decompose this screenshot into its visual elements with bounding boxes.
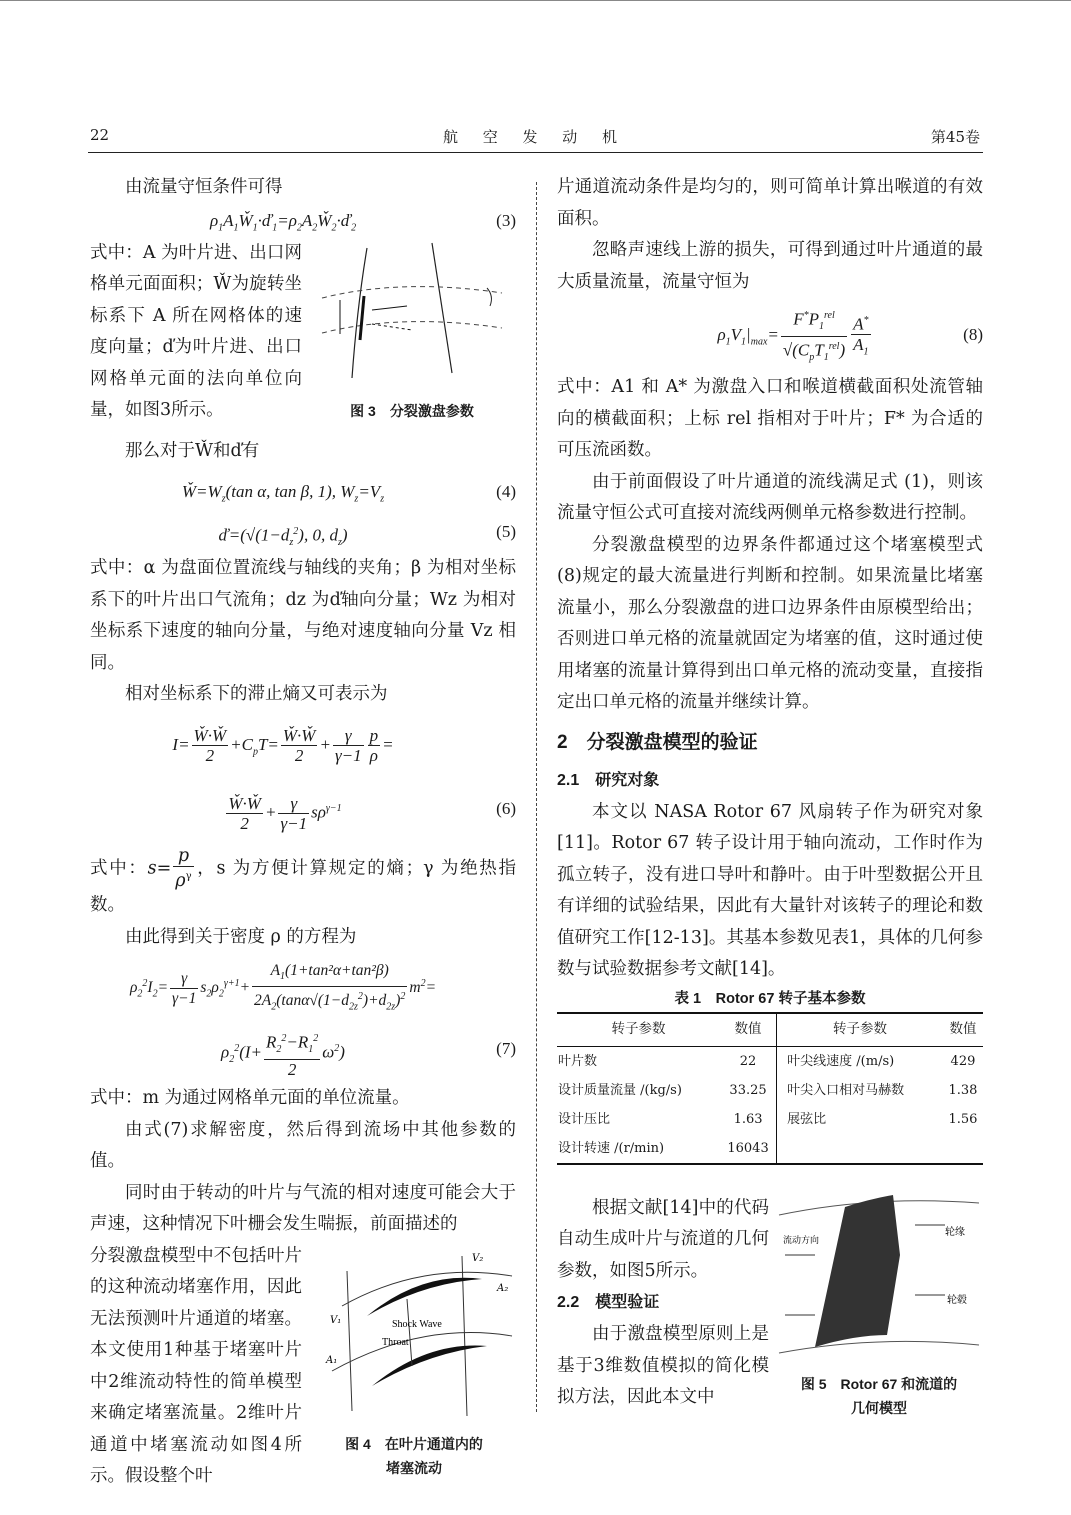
table-caption: 表 1 Rotor 67 转子基本参数 bbox=[674, 990, 866, 1007]
table-cell bbox=[943, 1134, 983, 1164]
paragraph: 式中：s= $\frac{p}{\rho^\gamma}$ ，s 为方便计算规定的熵；γ 为绝热指数。 bbox=[90, 845, 516, 916]
subsection-heading: 2.2 模型验证 bbox=[557, 1294, 660, 1311]
figure-5-caption-line-1: 图 5 Rotor 67 和流道的 bbox=[800, 1376, 958, 1392]
equation-number: (8) bbox=[963, 325, 983, 344]
table-cell: 33.25 bbox=[720, 1076, 777, 1105]
shock-wave-label: Shock Wave bbox=[392, 1318, 442, 1330]
paragraph: 式中：m 为通过网格单元面的单位流量。 bbox=[90, 1088, 410, 1109]
paragraph: 忽略声速线上游的损失，可得到通过叶片通道的最大质量流量，流量守恒为 bbox=[557, 240, 983, 292]
equation-6-line-1: I= $\frac{W̌\cdot W̌}{2}$ $+C_pT=$ $\frac{W̌\cdot W̌}{2}$ + $\frac{\gamma}{\gamma-1}$ $\frac{p}{\rho}$ = bbox=[172, 726, 394, 766]
paragraph: 分裂激盘模型的边界条件都通过这个堵塞模型式(8)规定的最大流量进行判断和控制。如果流量比堵塞流量小，那么分裂激盘的进口边界条件由原模型给出；否则进口单元格的流量就固定为堵塞的值，这时通过使用堵塞的流量计算得到出口单元格的流动变量，直接指定出口单元格的流量并继续计算。 bbox=[557, 534, 983, 712]
journal-title: 航 空 发 动 机 bbox=[442, 128, 628, 146]
paragraph: 同时由于转动的叶片与气流的相对速度可能会大于声速，这种情况下叶栅会发生喘振，前面描述的 bbox=[90, 1182, 516, 1235]
rotor-parameter-table bbox=[557, 1012, 983, 1165]
table-cell: 展弦比 bbox=[787, 1111, 827, 1127]
equation-6-line-2: $\frac{W̌\cdot W̌}{2}$ + $\frac{\gamma}{\gamma-1}$ $s\rho^{\gamma-1}$ (6) bbox=[90, 781, 516, 837]
equation-number: (7) bbox=[496, 1039, 516, 1059]
paragraph: 分裂激盘模型中不包括叶片的这种流动堵塞作用，因此无法预测叶片通道的堵塞。本文使用1种基于堵塞叶片中2维流动特性的简单模型来确定堵塞流量。2维叶片通道中堵塞流动如图4所示。假设整个叶 bbox=[90, 1245, 302, 1487]
figure-4-caption-line-1: 图 4 在叶片通道内的 bbox=[345, 1436, 483, 1453]
a1-label: A₁ bbox=[326, 1354, 338, 1366]
figure-4-block bbox=[90, 1241, 516, 1487]
table-cell: 叶尖线速度 /(m/s) bbox=[787, 1053, 895, 1069]
equation-8: $\rho_1V_1|_{max}=$ $\frac{F^*P_1^{rel}}{√(C_pT_1^{rel})}$ $\frac{A^*}{A_1}$ (8) bbox=[557, 304, 983, 366]
table-header: 转子参数 bbox=[777, 1013, 943, 1047]
paragraph: 式中：A1 和 A* 为激盘入口和喉道横截面积处流管轴向的横截面积；上标 rel 指相对于叶片；F* 为合适的可压流函数。 bbox=[557, 377, 983, 460]
equation-7-line-1: $\rho_2^2I_2=$ $\frac{\gamma}{\gamma-1}$ $s_2\rho_2^{\gamma+1}+$ $\frac{A_1(1+\tan^2\alpha+\tan^2\beta)}{2A_2(\tan\alpha√(1-d_{2z}^2)+d_{2z})^2}$ $m^2=$ bbox=[129, 962, 437, 1013]
paragraph-lead: 式中： bbox=[90, 857, 148, 878]
table-cell: 叶尖入口相对马赫数 bbox=[787, 1082, 905, 1098]
figure-4-caption-line-2: 堵塞流动 bbox=[386, 1460, 442, 1477]
page-number: 22 bbox=[90, 126, 110, 144]
table-header-row bbox=[557, 1013, 983, 1047]
equation-number: (4) bbox=[496, 482, 516, 501]
table-cell: 22 bbox=[720, 1046, 777, 1076]
paragraph: 由此得到关于密度 ρ 的方程为 bbox=[125, 926, 357, 947]
tip-label: 轮缘 bbox=[945, 1226, 965, 1238]
equation-number: (5) bbox=[496, 522, 516, 541]
flow-direction-label: 流动方向 bbox=[783, 1235, 820, 1246]
figure-4-diagram bbox=[312, 1251, 516, 1421]
table-cell: 429 bbox=[950, 1053, 976, 1069]
table-row bbox=[557, 1076, 983, 1105]
table-cell: 1.63 bbox=[720, 1105, 777, 1134]
table-cell: 1.56 bbox=[948, 1111, 978, 1127]
figure-3-block bbox=[90, 238, 516, 430]
top-rule bbox=[0, 0, 1071, 1]
equation-4: $W̌=W_z(\tan$ α, tan β, 1), $W_z=V_z$ (4) bbox=[90, 475, 516, 509]
paragraph: 片通道流动条件是均匀的，则可简单计算出喉道的有效面积。 bbox=[557, 177, 983, 229]
equation-7-line-2: $\rho_2^2(I+$ $\frac{R_2^2-R_1^2}{2}$ $\omega^2$) (7) bbox=[90, 1021, 516, 1077]
figure-5-caption-line-2: 几何模型 bbox=[851, 1400, 907, 1416]
v2-label: V₂ bbox=[472, 1252, 484, 1264]
column-divider bbox=[536, 182, 537, 1412]
figure-5-block bbox=[557, 1193, 983, 1423]
paragraph: 由于激盘模型原则上是基于3维数值模拟的简化模拟方法，因此本文中 bbox=[557, 1324, 769, 1407]
paragraph: 由式(7)求解密度，然后得到流场中其他参数的值。 bbox=[90, 1119, 516, 1172]
table-header: 数值 bbox=[720, 1013, 777, 1047]
paragraph: 根据文献[14]中的代码自动生成叶片与流道的几何参数，如图5所示。 bbox=[557, 1197, 769, 1281]
header-rule bbox=[88, 152, 983, 153]
figure-4 bbox=[312, 1251, 516, 1477]
paragraph: 由流量守恒条件可得 bbox=[125, 177, 283, 197]
section-heading: 2 分裂激盘模型的验证 bbox=[557, 731, 758, 753]
equation-3: $\rho_1A_1W̌_1\cdot ď_1=\rho_2A_2W̌_2\cdot ď_2$ (3) bbox=[90, 204, 516, 238]
paragraph-tail: ，s 为方便计算规定的熵；γ 为绝热指数。 bbox=[90, 857, 516, 916]
paragraph: 式中：A 为叶片进、出口网格单元面面积；W̌为旋转坐标系下 A 所在网格体的速度向量；ď为叶片进、出口网格单元面的法向单位向量，如图3所示。 bbox=[90, 242, 302, 420]
table-cell: 设计质量流量 /(kg/s) bbox=[558, 1082, 682, 1098]
left-column bbox=[90, 172, 516, 1487]
paragraph: 本文以 NASA Rotor 67 风扇转子作为研究对象[11]。Rotor 67 转子设计用于轴向流动，工作时作为孤立转子，没有进口导叶和静叶。由于叶型数据公开且有详细的试验结果，因此有大量针对该转子的理论和数值研究工作[12-13]。其基本参数见表1，具体的几何参数与试验数据参考文献[14]。 bbox=[557, 801, 983, 979]
throat-label: Throat bbox=[382, 1336, 409, 1348]
paragraph: 那么对于W̌和ď有 bbox=[125, 440, 260, 461]
paragraph: 由于前面假设了叶片通道的流线满足式 (1)，则该流量守恒公式可直接对流线两侧单元格参数进行控制。 bbox=[557, 471, 983, 523]
paragraph: 相对坐标系下的滞止熵又可表示为 bbox=[125, 684, 388, 704]
volume-label: 第45卷 bbox=[930, 128, 980, 146]
figure-5-diagram bbox=[775, 1185, 983, 1361]
running-header bbox=[90, 126, 980, 152]
paragraph: 式中：α 为盘面位置流线与轴线的夹角；β 为相对坐标系下的叶片出口气流角；dz 为ď轴向分量；Wz 为相对坐标系下速度的轴向分量，与绝对速度轴向分量 Vz 相同。 bbox=[90, 558, 516, 673]
subsection-heading: 2.1 研究对象 bbox=[557, 771, 660, 789]
figure-3-diagram bbox=[312, 238, 512, 388]
a2-label: A₂ bbox=[497, 1282, 509, 1294]
equation-number: (3) bbox=[496, 210, 516, 230]
v1-label: V₁ bbox=[330, 1314, 342, 1326]
figure-3-caption: 图 3 分裂激盘参数 bbox=[350, 403, 474, 419]
equation-number: (6) bbox=[496, 798, 516, 818]
table-cell bbox=[777, 1134, 943, 1164]
right-column bbox=[557, 172, 983, 1423]
figure-5-text bbox=[557, 1193, 769, 1414]
table-row bbox=[557, 1046, 983, 1076]
hub-label: 轮毂 bbox=[947, 1294, 967, 1306]
table-cell: 1.38 bbox=[948, 1082, 978, 1098]
equation-5: $ď=(√(1-d_z^2)$, 0, $d_z$) (5) bbox=[90, 515, 516, 549]
figure-3 bbox=[312, 238, 512, 430]
table-cell: 设计压比 bbox=[558, 1111, 611, 1127]
table-row bbox=[557, 1105, 983, 1134]
table-row bbox=[557, 1134, 983, 1164]
table-header: 转子参数 bbox=[557, 1013, 720, 1047]
table-cell: 叶片数 bbox=[558, 1053, 598, 1069]
table-cell: 16043 bbox=[720, 1134, 777, 1164]
figure-5 bbox=[775, 1185, 983, 1417]
table-header: 数值 bbox=[943, 1013, 983, 1047]
table-cell: 设计转速 /(r/min) bbox=[557, 1134, 720, 1164]
